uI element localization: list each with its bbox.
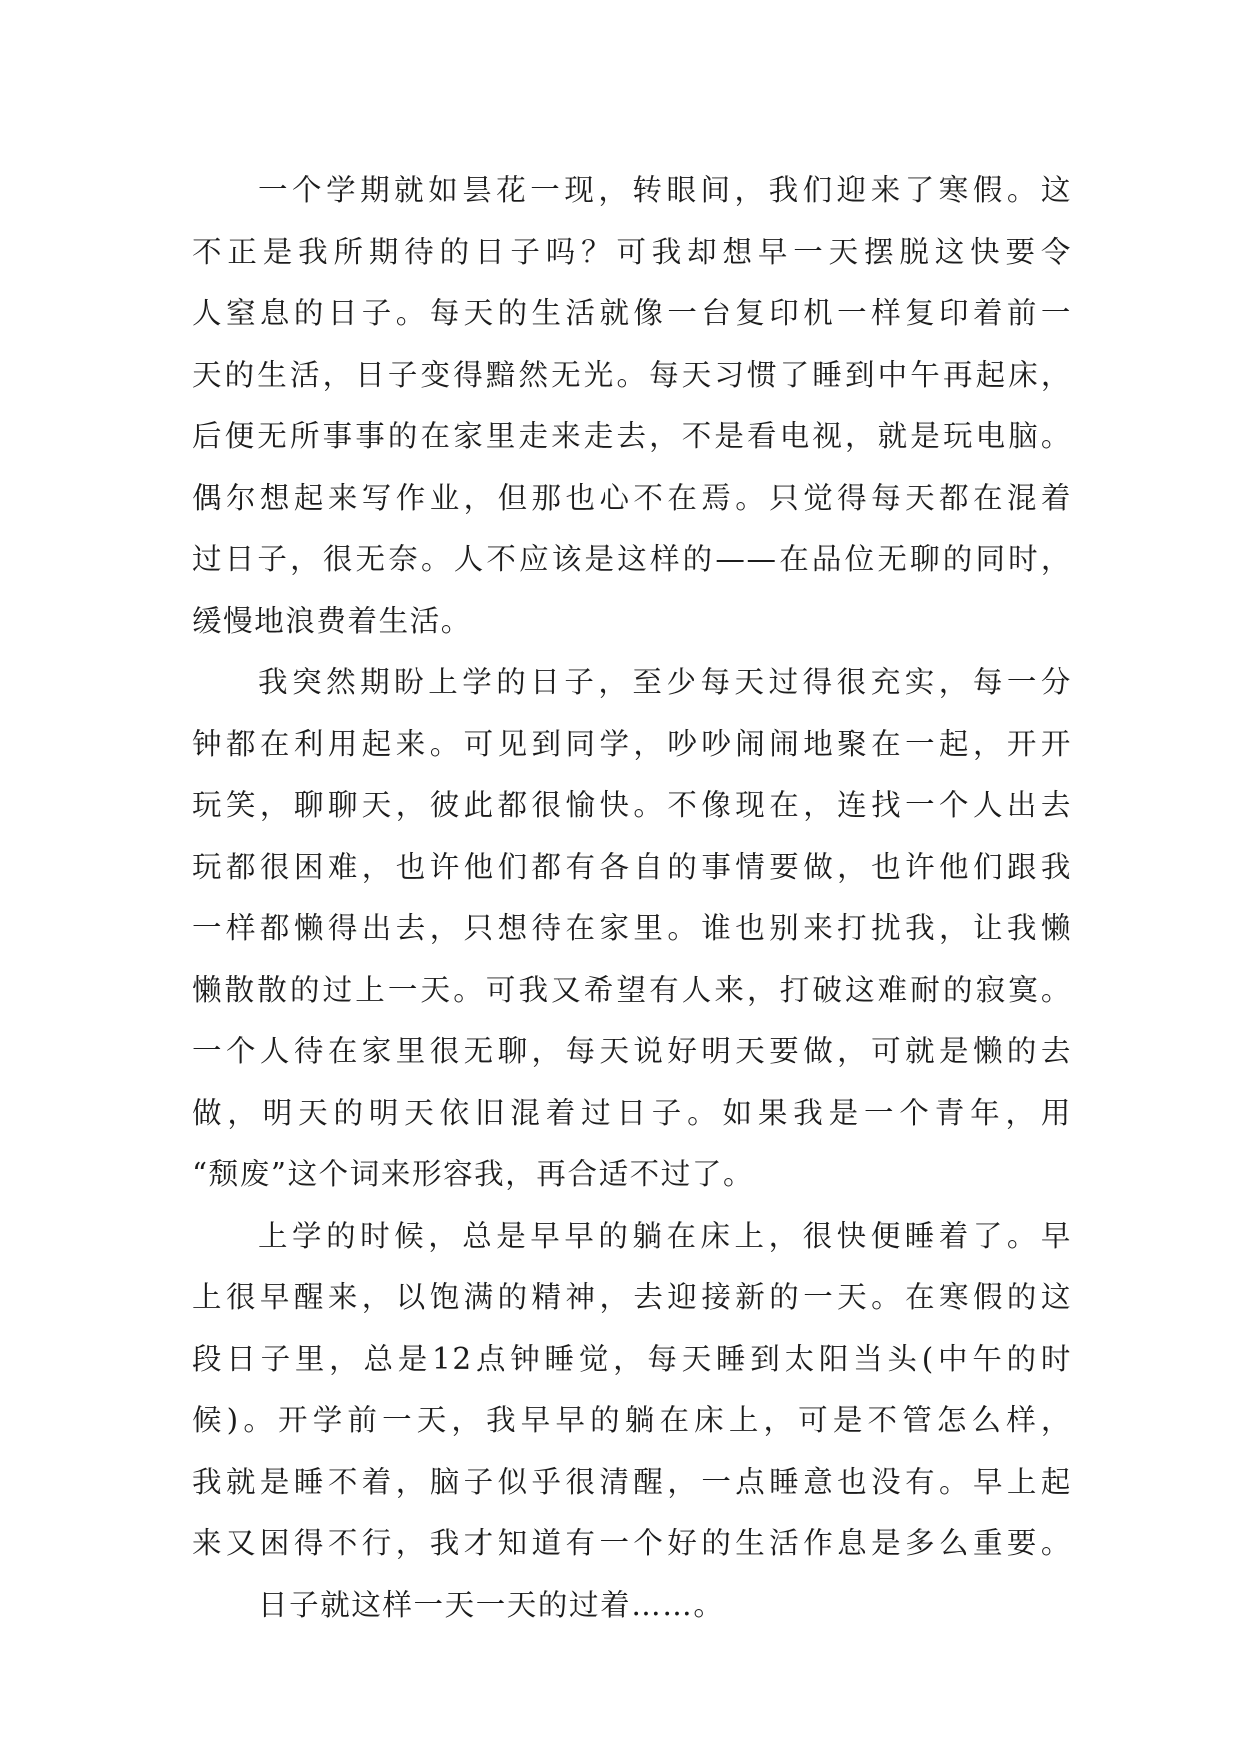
text-line: 一个人待在家里很无聊，每天说好明天要做，可就是懒的去 [192,1034,1072,1068]
text-line: 人窒息的日子。每天的生活就像一台复印机一样复印着前一 [192,296,1072,330]
text-line: 我就是睡不着，脑子似乎很清醒，一点睡意也没有。早上起 [192,1464,1072,1499]
text-line: 懒散散的过上一天。可我又希望有人来，打破这难耐的寂寞。 [192,972,1072,1007]
paragraph-1 [192,160,1072,652]
text-line: “颓废”这个词来形容我，再合适不过了。 [192,1157,755,1191]
text-line: 缓慢地浪费着生活。 [192,603,472,638]
text-line: 后便无所事事的在家里走来走去，不是看电视，就是玩电脑。 [192,419,1072,453]
paragraph-3 [192,1206,1072,1575]
paragraph-4 [192,1575,1072,1637]
text-line: 一个学期就如昙花一现，转眼间，我们迎来了寒假。这 [258,173,1072,207]
text-line: 做，明天的明天依旧混着过日子。如果我是一个青年，用 [192,1095,1072,1130]
text-line: 段日子里，总是12点钟睡觉，每天睡到太阳当头(中午的时 [192,1341,1072,1376]
text-line: 钟都在利用起来。可见到同学，吵吵闹闹地聚在一起，开开 [192,726,1072,761]
text-line: 不正是我所期待的日子吗？可我却想早一天摆脱这快要令 [192,234,1072,269]
text-line: 上学的时候，总是早早的躺在床上，很快便睡着了。早 [258,1218,1072,1253]
text-line: 日子就这样一天一天的过着……。 [258,1587,725,1622]
text-line: 上很早醒来，以饱满的精神，去迎接新的一天。在寒假的这 [192,1280,1072,1314]
paragraph-2 [192,652,1072,1206]
text-line: 玩笑，聊聊天，彼此都很愉快。不像现在，连找一个人出去 [192,788,1072,822]
text-line: 天的生活，日子变得黯然无光。每天习惯了睡到中午再起床， [192,357,1072,392]
text-line: 候)。开学前一天，我早早的躺在床上，可是不管怎么样， [192,1403,1072,1437]
text-line: 过日子，很无奈。人不应该是这样的——在品位无聊的同时， [192,542,1072,576]
text-line: 来又困得不行，我才知道有一个好的生活作息是多么重要。 [192,1526,1072,1560]
text-line: 偶尔想起来写作业，但那也心不在焉。只觉得每天都在混着 [192,480,1072,515]
text-line: 我突然期盼上学的日子，至少每天过得很充实，每一分 [258,665,1072,699]
text-line: 玩都很困难，也许他们都有各自的事情要做，也许他们跟我 [192,849,1072,884]
text-line: 一样都懒得出去，只想待在家里。谁也别来打扰我，让我懒 [192,911,1072,945]
essay-body [192,160,1072,1636]
